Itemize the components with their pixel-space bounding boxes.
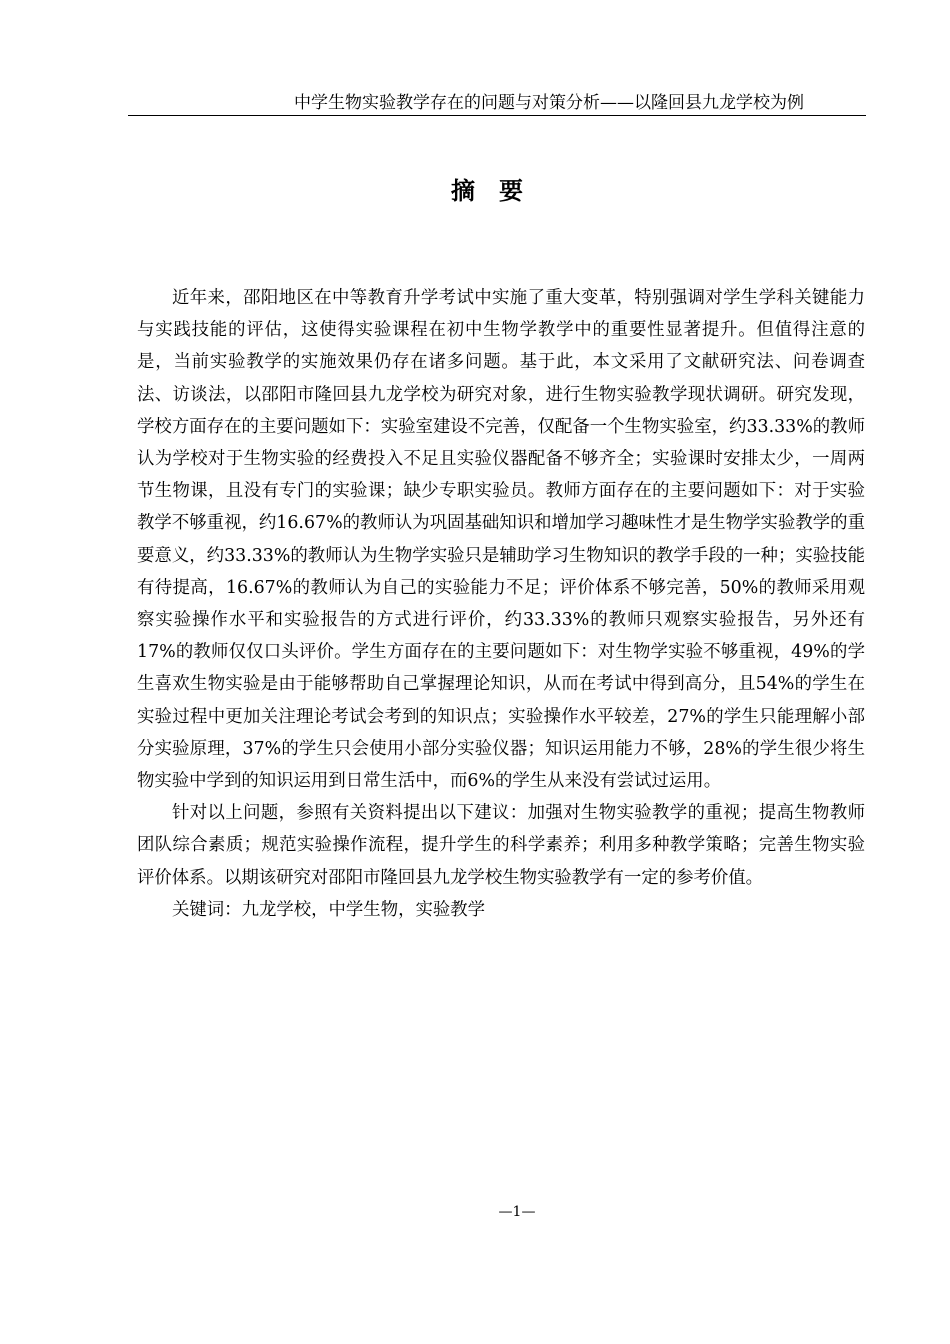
running-header: 中学生物实验教学存在的问题与对策分析——以隆回县九龙学校为例: [294, 93, 804, 113]
keywords-line: 关键词：九龙学校，中学生物，实验教学: [172, 899, 486, 920]
abstract-paragraph: 针对以上问题，参照有关资料提出以下建议：加强对生物实验教学的重视；提高生物教师团队综合素质；规范实验操作流程，提升学生的科学素养；利用多种教学策略；完善生物实验评价体系。以期该研究对邵阳市隆回县九龙学校生物实验教学有一定的参考价值。: [137, 803, 865, 888]
abstract-heading: 摘要: [451, 177, 547, 205]
page-number: —1—: [498, 1204, 536, 1220]
abstract-paragraph: 近年来，邵阳地区在中等教育升学考试中实施了重大变革，特别强调对学生学科关键能力与实践技能的评估，这使得实验课程在初中生物学教学中的重要性显著提升。但值得注意的是，当前实验教学的实施效果仍存在诸多问题。基于此，本文采用了文献研究法、问卷调查法、访谈法，以邵阳市隆回县九龙学校为研究对象，进行生物实验教学现状调研。研究发现，学校方面存在的主要问题如下：实验室建设不完善，仅配备一个生物实验室，约33.33%的教师认为学校对于生物实验的经费投入不足且实验仪器配备不够齐全；实验课时安排太少，一周两节生物课，且没有专门的实验课；缺少专职实验员。教师方面存在的主要问题如下：对于实验教学不够重视，约16.67%的教师认为巩固基础知识和增加学习趣味性才是生物学实验教学的重要意义，约33.33%的教师认为生物学实验只是辅助学习生物知识的教学手段的一种；实验技能有待提高，16.67%的教师认为自己的实验能力不足；评价体系不够完善，50%的教师采用观察实验操作水平和实验报告的方式进行评价，约33.33%的教师只观察实验报告，另外还有17%的教师仅仅口头评价。学生方面存在的主要问题如下：对生物学实验不够重视，49%的学生喜欢生物实验是由于能够帮助自己掌握理论知识，从而在考试中得到高分，且54%的学生在实验过程中更加关注理论考试会考到的知识点；实验操作水平较差，27%的学生只能理解小部分实验原理，37%的学生只会使用小部分实验仪器；知识运用能力不够，28%的学生很少将生物实验中学到的知识运用到日常生活中，而6%的学生从来没有尝试过运用。: [137, 288, 865, 792]
header-rule: [128, 115, 866, 116]
abstract-body: [137, 282, 865, 926]
